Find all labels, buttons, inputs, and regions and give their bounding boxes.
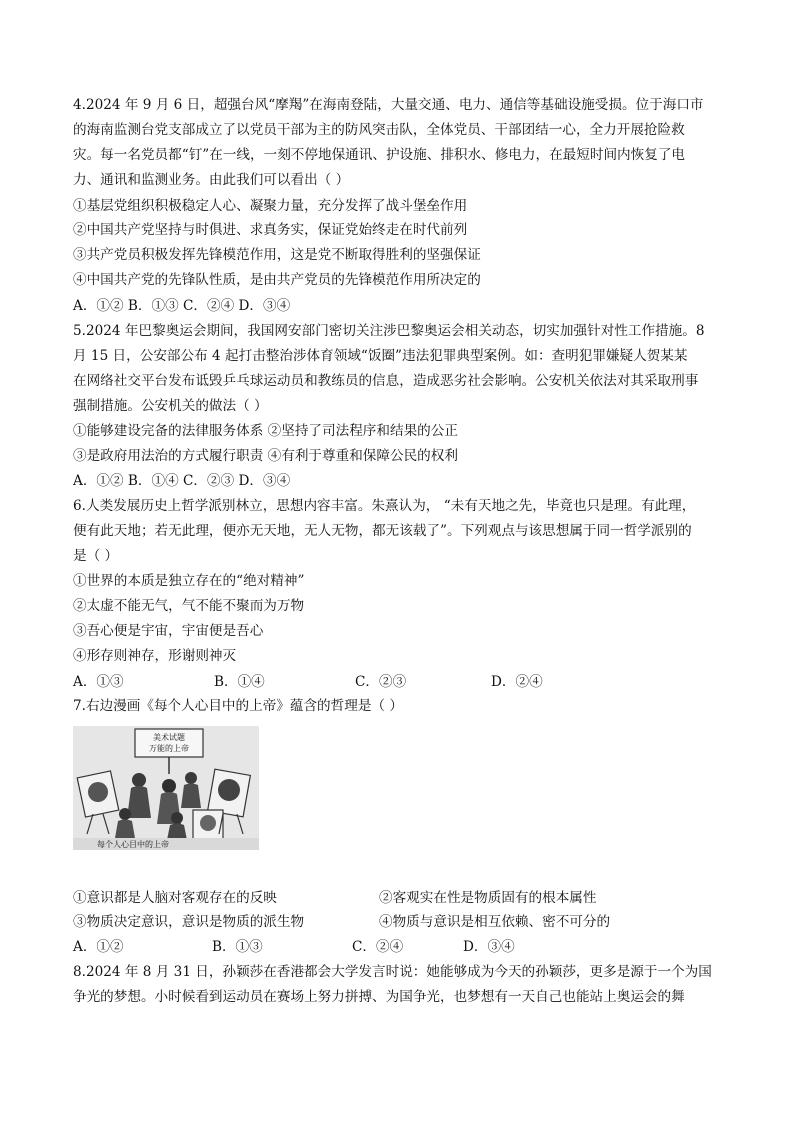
q4-option-4: ④中国共产党的先锋队性质，是由共产党员的先锋模范作用所决定的 (73, 272, 481, 288)
q5-stem-line-2: 月 15 日，公安部公布 4 起打击整治涉体育领域“饭圈”违法犯罪典型案例。如：查明犯罪嫌疑人贺某某 (73, 348, 688, 364)
q4-answer-choices: A．①② B．①③ C．②④ D．③④ (73, 298, 291, 314)
q4-option-2: ②中国共产党坚持与时俱进、求真务实，保证党始终走在时代前列 (73, 222, 468, 238)
q7-option-3: ③物质决定意识，意识是物质的派生物 (73, 914, 305, 930)
q6-option-1: ①世界的本质是独立存在的“绝对精神” (73, 573, 305, 589)
cartoon-illustration (73, 726, 259, 850)
q6-stem-line-2: 便有此天地；若无此理，便亦无天地，无人无物，都无该载了”。下列观点与该思想属于同一哲学派别的 (73, 523, 692, 539)
q7-answer-d: D．③④ (463, 939, 515, 955)
q7-option-2: ②客观实在性是物质固有的根本属性 (379, 890, 597, 906)
q7-option-4: ④物质与意识是相互依赖、密不可分的 (379, 914, 611, 930)
q6-answer-d: D．②④ (491, 674, 543, 690)
q5-stem-line-3: 在网络社交平台发布诋毁乒乓球运动员和教练员的信息，造成恶劣社会影响。公安机关依法对其采取刑事 (73, 373, 699, 389)
q4-option-3: ③共产党员积极发挥先锋模范作用，这是党不断取得胜利的坚强保证 (73, 247, 481, 263)
q6-answer-b: B．①④ (214, 674, 265, 690)
q8-stem-line-1: 8.2024 年 8 月 31 日，孙颖莎在香港都会大学发言时说：她能够成为今天的孙颖莎，更多是源于一个为国 (73, 964, 712, 980)
q5-options-row-1: ①能够建设完备的法律服务体系 ②坚持了司法程序和结果的公正 (73, 423, 458, 439)
q7-option-1: ①意识都是人脑对客观存在的反映 (73, 890, 277, 906)
q6-answer-c: C．②③ (355, 674, 407, 690)
cartoon-caption: 每个人心目中的上帝 (97, 840, 169, 849)
cartoon-sign-line-1: 美术试题 (153, 733, 185, 742)
q4-stem-line-1: 4.2024 年 9 月 6 日，超强台风“摩羯”在海南登陆，大量交通、电力、通信等基础设施受损。位于海口市 (73, 97, 704, 113)
q4-option-1: ①基层党组织积极稳定人心、凝聚力量，充分发挥了战斗堡垒作用 (73, 198, 468, 214)
q4-stem-line-2: 的海南监测台党支部成立了以党员干部为主的防风突击队，全体党员、干部团结一心，全力开展抢险救 (73, 122, 685, 138)
q6-option-2: ②太虚不能无气，气不能不聚而为万物 (73, 598, 305, 614)
q5-options-row-2: ③是政府用法治的方式履行职责 ④有利于尊重和保障公民的权利 (73, 448, 458, 464)
q7-answer-a: A．①② (73, 939, 124, 955)
q7-stem: 7.右边漫画《每个人心目中的上帝》蕴含的哲理是（ ） (73, 698, 403, 714)
q6-option-3: ③吾心便是宇宙，宇宙便是吾心 (73, 623, 264, 639)
cartoon-image (73, 726, 259, 850)
q5-stem-line-4: 强制措施。公安机关的做法（ ） (73, 398, 268, 414)
q4-stem-line-4: 力、通讯和监测业务。由此我们可以看出（ ） (73, 172, 350, 188)
q6-answer-a: A．①③ (73, 674, 124, 690)
q7-answer-c: C．②④ (352, 939, 404, 955)
q6-option-4: ④形存则神存，形谢则神灭 (73, 648, 237, 664)
q7-answer-b: B．①③ (212, 939, 263, 955)
q5-stem-line-1: 5.2024 年巴黎奥运会期间，我国网安部门密切关注涉巴黎奥运会相关动态，切实加强针对性工作措施。8 (73, 323, 705, 339)
cartoon-sign-line-2: 万能的上帝 (149, 744, 189, 753)
q8-stem-line-2: 争光的梦想。小时候看到运动员在赛场上努力拼搏、为国争光，也梦想有一天自己也能站上奥运会的舞 (73, 989, 685, 1005)
q5-answer-choices: A．①② B．①④ C．②③ D．③④ (73, 473, 291, 489)
q6-stem-line-1: 6.人类发展历史上哲学派别林立，思想内容丰富。朱熹认为， “未有天地之先，毕竟也只是理。有此理， (73, 498, 696, 514)
q4-stem-line-3: 灾。每一名党员都“钉”在一线，一刻不停地保通讯、护设施、排积水、修电力，在最短时间内恢复了电 (73, 147, 686, 163)
q6-stem-line-3: 是（ ） (73, 548, 119, 564)
